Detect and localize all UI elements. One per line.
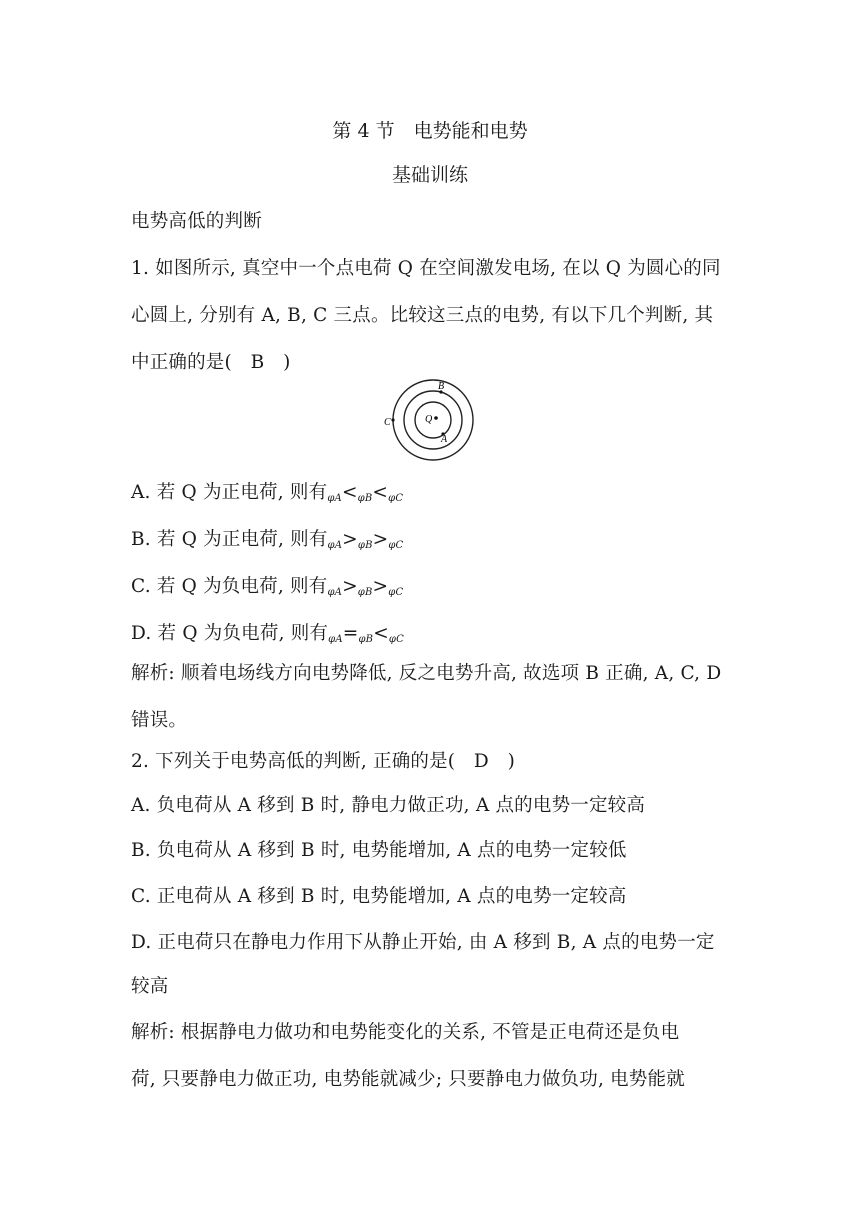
subscript: A	[334, 587, 343, 598]
phi-symbol: φ	[357, 540, 366, 551]
label-q: Q	[425, 414, 433, 425]
phi-symbol: φ	[327, 540, 335, 551]
comparison-operator: <	[341, 482, 358, 503]
q1-stem-line-1: 1. 如图所示, 真空中一个点电荷 Q 在空间激发电场, 在以 Q 为圆心的同	[131, 258, 721, 279]
subscript: B	[365, 634, 374, 645]
label-b: B	[438, 381, 445, 392]
q2-analysis-line-2: 荷, 只要静电力做正功, 电势能就减少; 只要静电力做负功, 电势能就	[131, 1069, 685, 1090]
q2-option-d-line-1: D. 正电荷只在静电力作用下从静止开始, 由 A 移到 B, A 点的电势一定	[131, 932, 715, 953]
phi-symbol: φ	[388, 587, 396, 598]
comparison-operator: >	[372, 529, 389, 550]
subscript: B	[364, 587, 373, 598]
subscript: A	[334, 493, 342, 504]
phi-symbol: φ	[357, 587, 365, 598]
subscript: C	[396, 634, 404, 645]
comparison-operator: >	[342, 529, 358, 550]
q2-option-a: A. 负电荷从 A 移到 B 时, 静电力做正功, A 点的电势一定较高	[131, 795, 646, 816]
option-b-text: B. 若 Q 为正电荷, 则有	[131, 529, 328, 550]
q1-stem-line-3: 中正确的是( B )	[131, 352, 291, 373]
q1-option-b	[131, 525, 403, 551]
section-title: 第 4 节 电势能和电势	[332, 120, 528, 142]
subtitle: 基础训练	[391, 164, 468, 186]
subscript: A	[335, 634, 343, 645]
subscript: C	[395, 540, 404, 551]
phi-symbol: φ	[358, 634, 366, 645]
subscript: B	[365, 540, 373, 551]
phi-symbol: φ	[388, 493, 396, 504]
subscript: C	[395, 493, 404, 504]
comparison-operator: >	[342, 576, 358, 597]
q1-option-a	[131, 478, 403, 504]
option-a-text: A. 若 Q 为正电荷, 则有	[131, 482, 328, 503]
q2-option-c: C. 正电荷从 A 移到 B 时, 电势能增加, A 点的电势一定较高	[131, 886, 627, 907]
option-d-text: D. 若 Q 为负电荷, 则有	[131, 623, 329, 644]
q2-option-d-line-2: 较高	[131, 976, 169, 997]
label-a: A	[441, 434, 448, 445]
phi-symbol: φ	[388, 540, 396, 551]
comparison-operator: =	[342, 623, 359, 644]
q2-analysis-line-1: 解析: 根据静电力做功和电势能变化的关系, 不管是正电荷还是负电	[131, 1022, 680, 1043]
subscript: C	[395, 587, 404, 598]
topic-heading: 电势高低的判断	[131, 211, 262, 232]
phi-symbol: φ	[327, 587, 335, 598]
subscript: B	[364, 493, 373, 504]
phi-symbol: φ	[357, 493, 365, 504]
circles-svg	[384, 376, 476, 468]
comparison-operator: >	[372, 576, 389, 597]
charge-q-point	[434, 416, 438, 420]
label-c: C	[384, 417, 391, 428]
phi-symbol: φ	[388, 634, 397, 645]
q2-option-b: B. 负电荷从 A 移到 B 时, 电势能增加, A 点的电势一定较低	[131, 840, 627, 861]
option-c-text: C. 若 Q 为负电荷, 则有	[131, 576, 328, 597]
q1-stem-line-2: 心圆上, 分别有 A, B, C 三点。比较这三点的电势, 有以下几个判断, 其	[131, 305, 714, 326]
concentric-circles-figure	[384, 376, 476, 468]
subscript: A	[334, 540, 343, 551]
q1-analysis-line-1: 解析: 顺着电场线方向电势降低, 反之电势升高, 故选项 B 正确, A, C, D	[131, 663, 722, 684]
phi-symbol: φ	[327, 493, 335, 504]
inner-circle	[415, 402, 451, 438]
q1-option-c	[131, 572, 403, 598]
outer-circle	[393, 380, 473, 460]
phi-symbol: φ	[328, 634, 336, 645]
q1-option-d	[131, 619, 404, 645]
point-c	[391, 418, 394, 421]
q2-stem: 2. 下列关于电势高低的判断, 正确的是( D )	[131, 751, 516, 772]
comparison-operator: <	[373, 623, 389, 644]
comparison-operator: <	[372, 482, 389, 503]
middle-circle	[404, 391, 462, 449]
q1-analysis-line-2: 错误。	[131, 710, 188, 731]
